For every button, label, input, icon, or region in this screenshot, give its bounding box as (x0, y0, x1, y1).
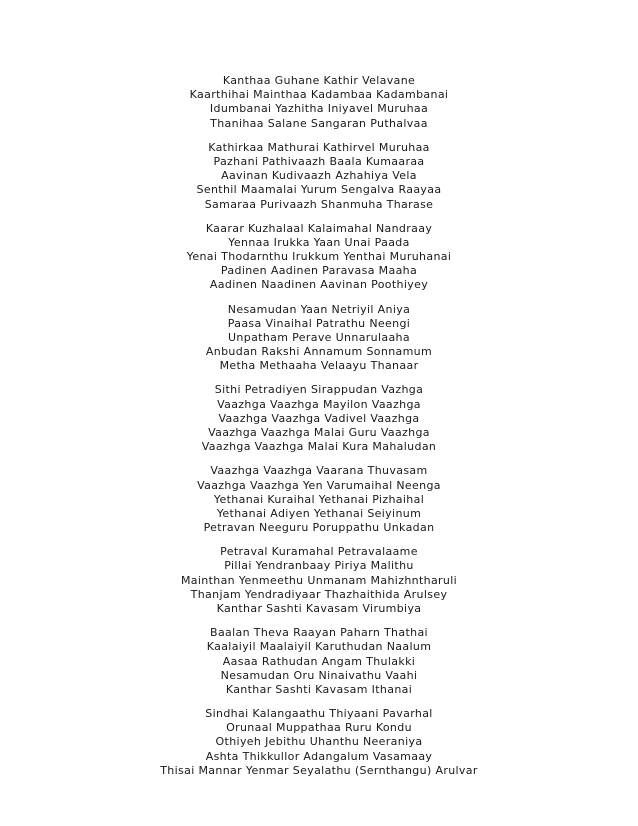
poem-line: Samaraa Purivaazh Shanmuha Tharase (204, 197, 434, 211)
poem-line: Yennaa Irukka Yaan Unai Paada (228, 235, 410, 249)
poem-line: Kaarar Kuzhalaal Kalaimahal Nandraay (205, 221, 433, 235)
poem-line: Metha Methaaha Velaayu Thanaar (219, 359, 419, 373)
stanza (0, 74, 638, 131)
poem-line: Pazhani Pathivaazh Baala Kumaaraa (213, 154, 425, 168)
poem-line: Thanihaa Salane Sangaran Puthalvaa (210, 116, 428, 130)
stanza (0, 464, 638, 535)
poem-line: Kathirkaa Mathurai Kathirvel Muruhaa (208, 140, 430, 154)
poem-line: Ashta Thikkullor Adangalum Vasamaay (205, 749, 433, 763)
poem-line: Thanjam Yendradiyaar Thazhaithida Arulsey (190, 587, 448, 601)
poem-line: Sithi Petradiyen Sirappudan Vazhga (214, 383, 424, 397)
poem-line: Vaazhga Vaazhga Mayilon Vaazhga (217, 397, 421, 411)
poem-line: Yenai Thodarnthu Irukkum Yenthai Muruhanai (186, 250, 452, 264)
poem-line: Idumbanai Yazhitha Iniyavel Muruhaa (209, 102, 429, 116)
poem-line: Yethanai Adiyen Yethanai Seiyinum (216, 506, 422, 520)
poem-line: Baalan Theva Raayan Paharn Thathai (210, 626, 428, 640)
poem-line: Kaalaiyil Maalaiyil Karuthudan Naalum (206, 640, 432, 654)
poem-line: Sindhai Kalangaathu Thiyaani Pavarhal (205, 707, 433, 721)
poem-line: Aadinen Naadinen Aavinan Poothiyey (209, 278, 429, 292)
poem-line: Unpatham Perave Unnarulaaha (228, 330, 410, 344)
stanza (0, 626, 638, 697)
poem-line: Aavinan Kudivaazh Azhahiya Vela (221, 169, 417, 183)
poem-line: Kanthar Sashti Kavasam Ithanai (225, 682, 413, 696)
poem-line: Vaazhga Vaazhga Malai Kura Mahaludan (201, 440, 437, 454)
poem-line: Nesamudan Yaan Netriyil Aniya (227, 302, 411, 316)
poem-line: Petravan Neeguru Poruppathu Unkadan (203, 521, 435, 535)
poem-line: Vaazhga Vaazhga Vaarana Thuvasam (210, 464, 428, 478)
poem-line: Pillai Yendranbaay Piriya Malithu (224, 559, 414, 573)
poem-line: Kanthaa Guhane Kathir Velavane (222, 74, 416, 87)
poem-line: Thisai Mannar Yenmar Seyalathu (Sernthangu) Arulvar (160, 763, 478, 777)
poem-text (0, 74, 638, 788)
poem-line: Kaarthihai Mainthaa Kadambaa Kadambanai (189, 88, 449, 102)
stanza (0, 222, 638, 293)
stanza (0, 303, 638, 374)
poem-line: Anbudan Rakshi Annamum Sonnamum (205, 345, 433, 359)
stanza (0, 141, 638, 212)
stanza (0, 707, 638, 778)
poem-line: Vaazhga Vaazhga Vadivel Vaazhga (218, 411, 420, 425)
poem-line: Vaazhga Vaazhga Yen Varumaihal Neenga (197, 478, 441, 492)
poem-line: Aasaa Rathudan Angam Thulakki (222, 654, 416, 668)
poem-line: Othiyeh Jebithu Uhanthu Neeraniya (215, 735, 423, 749)
poem-line: Kanthar Sashti Kavasam Virumbiya (216, 602, 422, 616)
poem-line: Mainthan Yenmeethu Unmanam Mahizhntharuli (180, 573, 458, 587)
poem-line: Nesamudan Oru Ninaivathu Vaahi (220, 668, 418, 682)
poem-line: Senthil Maamalai Yurum Sengalva Raayaa (196, 183, 442, 197)
poem-line: Vaazhga Vaazhga Malai Guru Vaazhga (208, 426, 430, 440)
poem-line: Petraval Kuramahal Petravalaame (220, 545, 418, 559)
poem-line: Yethanai Kuraihal Yethanai Pizhaihal (213, 492, 425, 506)
stanza (0, 545, 638, 616)
poem-line: Orunaal Muppathaa Ruru Kondu (226, 721, 412, 735)
stanza (0, 383, 638, 454)
poem-line: Paasa Vinaihal Patrathu Neengi (227, 316, 411, 330)
poem-line: Padinen Aadinen Paravasa Maaha (220, 264, 418, 278)
